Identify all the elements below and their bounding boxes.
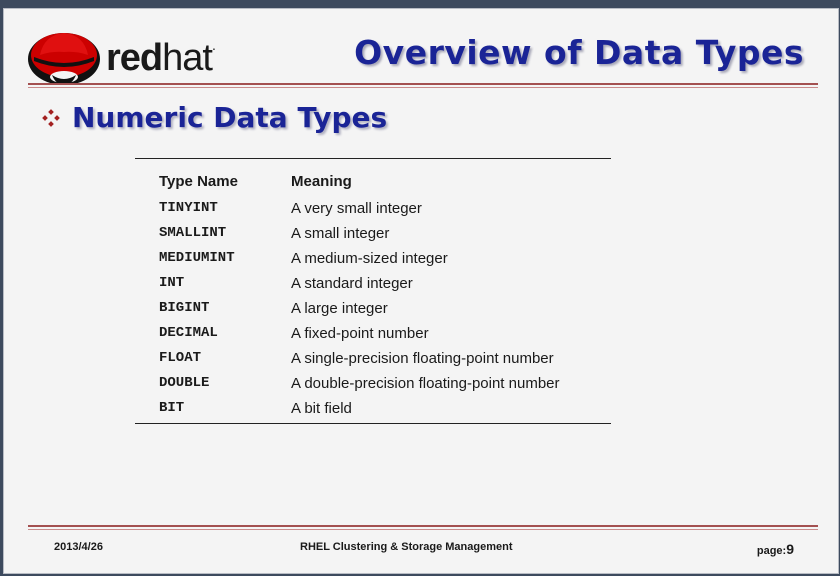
footer-course-title: RHEL Clustering & Storage Management	[300, 541, 513, 553]
type-name-cell: DECIMAL	[159, 325, 218, 341]
logo-text-mark: .	[211, 37, 215, 53]
type-name-cell: DOUBLE	[159, 375, 210, 391]
meaning-cell: A fixed-point number	[291, 325, 429, 342]
table-row	[4, 246, 838, 271]
data-types-table	[4, 196, 838, 421]
type-name-cell: TINYINT	[159, 200, 218, 216]
diamond-bullet-icon	[40, 107, 62, 129]
type-name-cell: MEDIUMINT	[159, 250, 235, 266]
footer-divider	[28, 525, 818, 527]
page-label: page:	[756, 545, 787, 557]
type-name-cell: INT	[159, 275, 185, 291]
header-divider-thin	[28, 87, 818, 88]
type-name-cell: FLOAT	[159, 350, 202, 366]
table-row	[4, 321, 838, 346]
section-heading	[40, 101, 387, 134]
meaning-cell: A small integer	[291, 225, 390, 242]
table-row	[4, 346, 838, 371]
table-top-border	[135, 158, 611, 159]
footer-divider-thin	[28, 529, 818, 530]
redhat-shadowman-icon	[26, 25, 102, 87]
table-row	[4, 296, 838, 321]
table-bottom-border	[135, 423, 611, 424]
slide-title: Overview of Data Types	[354, 33, 804, 72]
logo-text-red: red	[106, 37, 163, 79]
table-row	[4, 271, 838, 296]
table-row	[4, 371, 838, 396]
meaning-cell: A very small integer	[291, 200, 422, 217]
redhat-wordmark	[106, 37, 215, 80]
meaning-cell: A large integer	[291, 300, 388, 317]
meaning-cell: A standard integer	[291, 275, 413, 292]
logo-text-hat: hat	[162, 37, 212, 79]
meaning-cell: A double-precision floating-point number	[291, 375, 560, 392]
redhat-logo	[26, 25, 236, 91]
meaning-cell: A bit field	[291, 400, 352, 417]
header-divider	[28, 83, 818, 85]
slide	[3, 8, 839, 574]
table-row	[4, 196, 838, 221]
section-subtitle: Numeric Data Types	[72, 101, 388, 134]
meaning-cell: A medium-sized integer	[291, 250, 448, 267]
footer-date: 2013/4/26	[54, 541, 103, 553]
column-header-meaning: Meaning	[291, 173, 352, 190]
type-name-cell: SMALLINT	[159, 225, 227, 241]
meaning-cell: A single-precision floating-point number	[291, 350, 554, 367]
table-row	[4, 221, 838, 246]
column-header-type-name: Type Name	[159, 173, 238, 190]
table-row	[4, 396, 838, 421]
type-name-cell: BIT	[159, 400, 185, 416]
footer-page-indicator	[757, 541, 794, 557]
page-number: 9	[786, 541, 794, 557]
type-name-cell: BIGINT	[159, 300, 210, 316]
